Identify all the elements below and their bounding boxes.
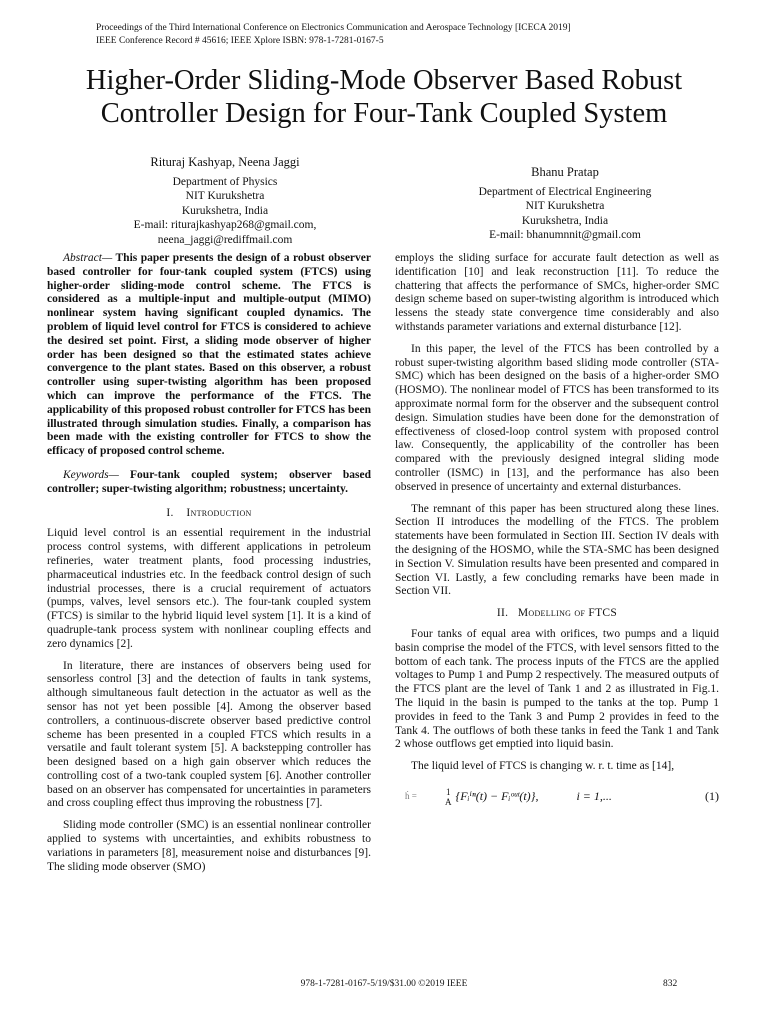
- author-names: Rituraj Kashyap, Neena Jaggi: [150, 155, 300, 169]
- fraction-denominator: A: [445, 796, 452, 807]
- author-email-line: E-mail: bhanumnnit@gmail.com: [489, 229, 641, 241]
- conference-header: [96, 22, 571, 48]
- section-number: I.: [166, 506, 174, 519]
- paragraph: Sliding mode controller (SMC) is an essential nonlinear controller applied to systems with uncertainties, and exhibits robustness to variations in parameters [8], measurement noise and disturbances [9]. The sliding mode observer (SMO): [47, 819, 371, 873]
- paragraph: Liquid level control is an essential requirement in the industrial process control systems, with different applications in petroleum refineries, water treatment plants, food processing industries, pharmaceutical industries etc. In the feedback control design of such industrial processes, there is a crucial requirement of actuators (pumps, valves, level sensors etc.). The four-tank coupled system (FTCS) is similar to the hybrid liquid level system [1]. It is a kind of quadruple-tank process system with nonlinear coupling effects and zero dynamics [2].: [47, 527, 371, 650]
- page-number: 832: [663, 979, 678, 989]
- section-title: Introduction: [186, 506, 252, 519]
- paragraph: The liquid level of FTCS is changing w. r. t. time as [14],: [411, 760, 675, 773]
- author-names: Bhanu Pratap: [531, 165, 599, 179]
- abstract: [47, 252, 371, 459]
- paper-title: Higher-Order Sliding-Mode Observer Based Robust Controller Design for Four-Tank Coupled System: [85, 65, 683, 129]
- equation-lhs: ḣ =: [405, 790, 417, 801]
- copyright-line: 978-1-7281-0167-5/19/$31.00 ©2019 IEEE: [300, 979, 468, 989]
- right-column: [395, 252, 719, 812]
- author-affiliation-line: Kurukshetra, India: [181, 204, 269, 217]
- author-affiliation-line: NIT Kurukshetra: [525, 200, 605, 212]
- equation-fraction: [445, 787, 452, 807]
- keywords-lead: Keywords—: [63, 468, 119, 481]
- section-number: II.: [496, 607, 509, 620]
- equation-condition: i = 1,...: [576, 788, 612, 803]
- abstract-text: This paper presents the design of a robust observer based controller for four-tank coupled system (FTCS) using higher-order sliding-mode control scheme. The FTCS is considered as a multiple-input and multiple-output (MIMO) nonlinear system having significant coupled dynamics. The problem of liquid level control for FTCS is considered to achieve the desired set point. First, a sliding mode observer of higher order has been designed so that the estimated states achieve convergence to the plant states. Based on this observer, a robust controller using super-twisting algorithm has been proposed which can improve the performance of the FTCS. The applicability of this proposed robust controller for FTCS has been illustrated through simulation studies. Finally, a comparison has been made with the existing controller for FTCS to show the efficacy of proposed control scheme.: [47, 252, 371, 458]
- author-block-2: [410, 165, 720, 243]
- author-affiliation-line: Kurukshetra, India: [521, 214, 609, 227]
- fraction-numerator: 1: [446, 786, 451, 797]
- keywords-text: Four-tank coupled system; observer based controller; super-twisting algorithm; robustness; uncertainty.: [47, 468, 371, 495]
- paragraph: employs the sliding surface for accurate fault detection as well as identification [10] and leak reconstruction [11]. To reduce the chattering that affects the performance of SMCs, higher-order SMC design scheme based on super-twisting algorithm is introduced which lessens the steady state convergence time considerably and also withstands parameter variations and external disturbance [12].: [395, 252, 719, 333]
- conference-header-line: Proceedings of the Third International Conference on Electronics Communication and Aerospace Technology [ICECA 2019]: [96, 23, 571, 33]
- author-email-line: neena_jaggi@rediffmail.com: [157, 233, 293, 246]
- abstract-lead: Abstract—: [63, 252, 113, 264]
- conference-record-line: IEEE Conference Record # 45616; IEEE Xplore ISBN: 978-1-7281-0167-5: [96, 36, 384, 46]
- equation-number: (1): [705, 788, 719, 803]
- author-block-1: [70, 155, 380, 247]
- author-affiliation-line: Department of Electrical Engineering: [478, 185, 652, 198]
- paragraph: In this paper, the level of the FTCS has been controlled by a robust super-twisting algorithm based sliding mode controller (STA-SMC) which has been designed on the basis of a higher-order SMO (HOSMO). The nonlinear model of FTCS has been transformed to its approximate normal form for the observer and the subsequent control design. Simulation studies have been done for the demonstration of effectiveness of closed-loop control system with proposed control law. Consequently, the applicability of the controller has been compared with the previously designed integral sliding mode controller (ISMC) in [13], and the performance has also been observed in presence of uncertainty and external disturbances.: [395, 342, 719, 493]
- section-heading-modelling: [395, 607, 719, 621]
- equation-1: [395, 782, 719, 812]
- keywords: [47, 469, 371, 497]
- author-affiliation-line: NIT Kurukshetra: [185, 190, 265, 202]
- equation-body: {Fᵢⁱⁿ(t) − Fᵢᵒᵘᵗ(t)},: [455, 788, 539, 803]
- left-column: [47, 252, 371, 882]
- paragraph: The remnant of this paper has been structured along these lines. Section II introduces the modelling of the FTCS. The problem statements have been formulated in Section III. Section IV deals with the designing of the HOSMO, while the STA-SMC has been designed in Section V. Simulation results have been presented and compared in Section VI. Lastly, a few concluding remarks have been made in Section VII.: [395, 502, 719, 598]
- paragraph: Four tanks of equal area with orifices, two pumps and a liquid basin comprise the model of the FTCS, with level sensors fitted to the bottom of each tank. The process inputs of the FTCS are the applied voltages to Pump 1 and Pump 2 respectively. The measured outputs of the FTCS plant are the level of Tank 1 and 2 as illustrated in Fig.1. The liquid in the basin is pumped to the tanks at the top. Pump 1 provides in feed to the Tank 3 and Pump 2 provides in feed to the Tank 4. The outflows of both these tanks in feed the Tank 1 and Tank 2 whose outflows get emptied into liquid basin.: [395, 627, 719, 751]
- author-email-line: E-mail: riturajkashyap268@gmail.com,: [133, 219, 317, 231]
- section-heading-introduction: [47, 507, 371, 521]
- section-title: Modelling of FTCS: [517, 607, 618, 620]
- author-affiliation-line: Department of Physics: [172, 175, 278, 188]
- paragraph: In literature, there are instances of observers being used for sensorless control [3] and the detection of faults in tank systems, although simultaneous fault detection in the actuator as well as the sensor has not yet been possible [4]. Among the observer based controllers, a continuous-discrete observer based predictive control scheme has been presented in a coupled FTCS which results in a versatile and fault tolerant system [5]. A backstepping controller has been designed based on a high gain observer which reduces the controlling cost of a two-tank coupled system [6]. Another controller based on an observer has compensated for uncertainties in parameters and cross coupling effect thus improving the robustness [7].: [47, 659, 371, 810]
